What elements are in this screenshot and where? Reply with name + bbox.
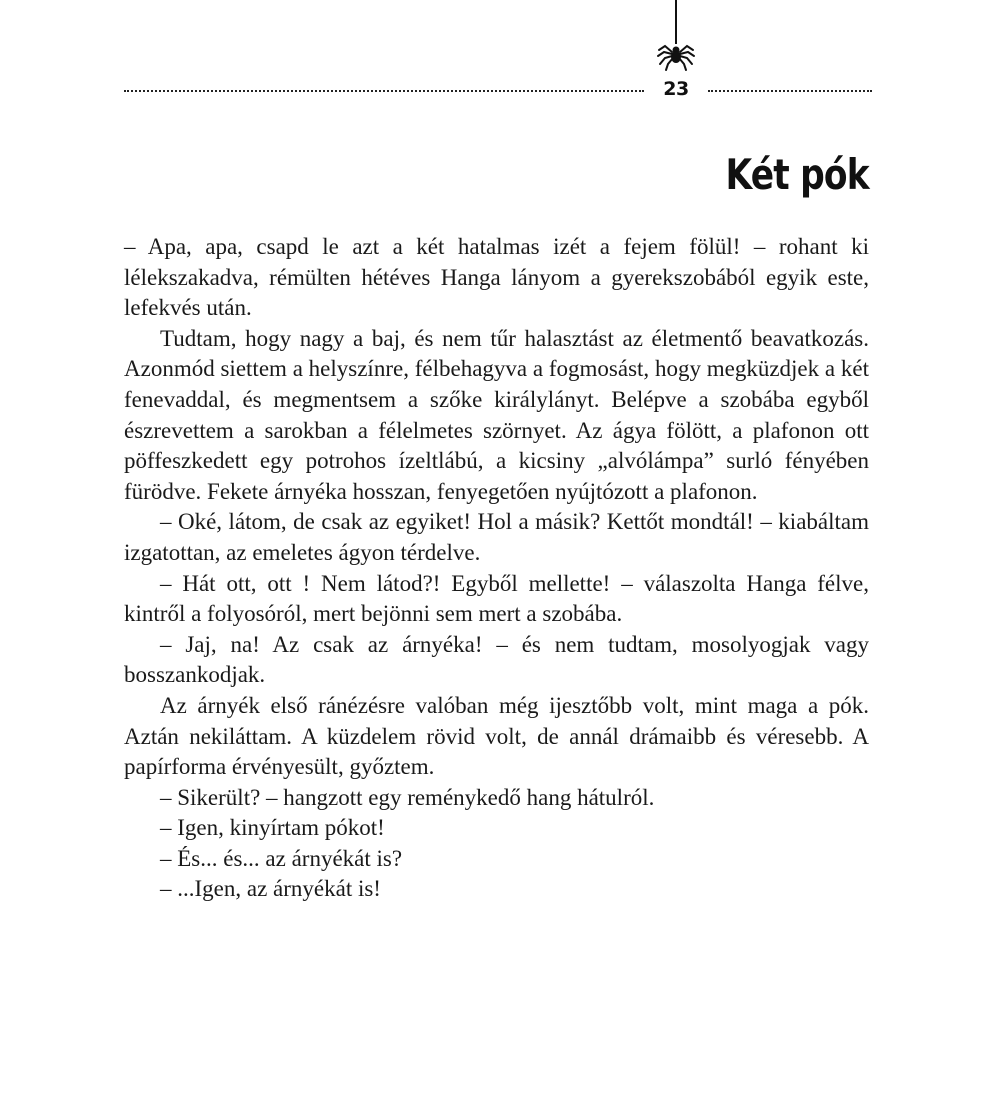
spider-icon	[656, 38, 696, 72]
paragraph: Tudtam, hogy nagy a baj, és nem tűr halasztást az életmentő beavatkozás. Azonmód siettem a helyszínre, félbehagyva a fogmosást, hogy megküzdjek a két fenevaddal, és megmentsem a szőke királylányt. Belépve a szobába egyből észrevettem a sarokban a félelmetes szörnyet. Az ágya fölött, a plafonon ott pöffeszkedett egy potrohos ízeltlábú, a kicsiny „alvólámpa” surló fényében fürödve. Fekete árnyéka hosszan, fenyegetően nyújtózott a plafonon.	[124, 325, 869, 504]
header-dotted-rule-right	[708, 90, 872, 92]
page-number: 23	[663, 78, 689, 100]
paragraph: – Hát ott, ott ! Nem látod?! Egyből mellette! – válaszolta Hanga félve, kintről a folyosóról, mert bejönni sem mert a szobába.	[124, 570, 869, 627]
paragraph: – Oké, látom, de csak az egyiket! Hol a másik? Kettőt mondtál! – kiabáltam izgatottan, az emeletes ágyon térdelve.	[124, 509, 869, 565]
paragraph: – Sikerült? – hangzott egy reménykedő hang hátulról.	[160, 784, 655, 810]
paragraph: Az árnyék első ránézésre valóban még ijesztőbb volt, mint maga a pók. Aztán nekiláttam. A küzdelem rövid volt, de annál drámaibb és véresebb. A papírforma érvényesült, győztem.	[124, 692, 869, 780]
paragraph: – Jaj, na! Az csak az árnyéka! – és nem tudtam, mosolyogjak vagy bosszankodjak.	[124, 631, 869, 688]
chapter-body	[124, 232, 869, 905]
paragraph: – ...Igen, az árnyékát is!	[160, 876, 381, 902]
paragraph: – Igen, kinyírtam pókot!	[160, 815, 385, 841]
paragraph: – És... és... az árnyékát is?	[160, 845, 403, 871]
header-dotted-rule-left	[124, 90, 644, 92]
paragraph: – Apa, apa, csapd le azt a két hatalmas izét a fejem fölül! – rohant ki lélekszakadva, rémülten hétéves Hanga lányom a gyerekszobából egyik este, lefekvés után.	[124, 234, 869, 321]
chapter-title: Két pók	[725, 150, 869, 199]
